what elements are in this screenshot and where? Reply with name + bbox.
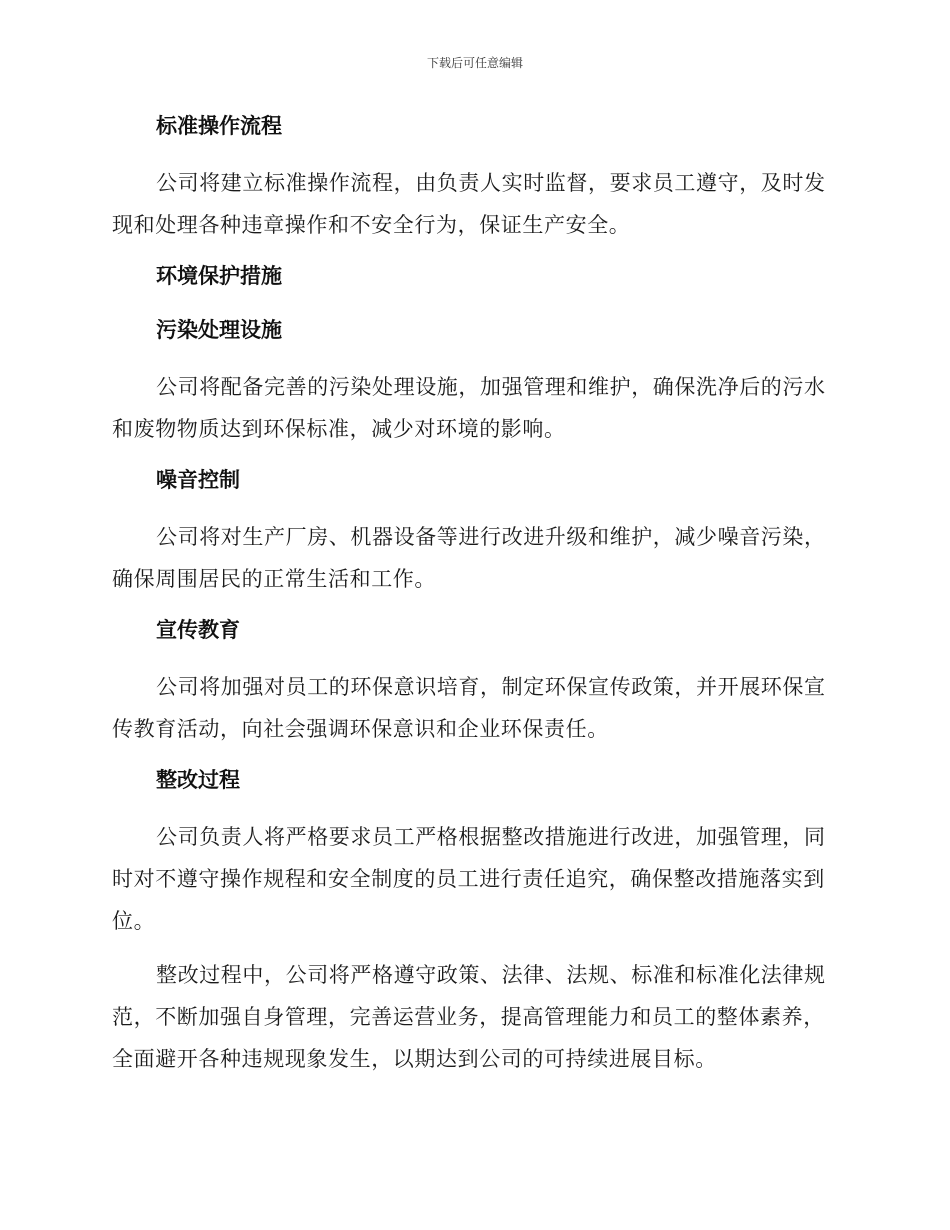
header-note: 下载后可任意编辑	[426, 56, 523, 70]
paragraph-sop: 公司将建立标准操作流程，由负责人实时监督，要求员工遵守，及时发现和处理各种违章操作和不安全行为，保证生产安全。	[112, 171, 826, 237]
paragraph-noise: 公司将对生产厂房、机器设备等进行改进升级和维护，减少噪音污染，确保周围居民的正常生活和工作。	[112, 525, 826, 591]
paragraph-pollution: 公司将配备完善的污染处理设施，加强管理和维护，确保洗净后的污水和废物物质达到环保标准，减少对环境的影响。	[112, 375, 826, 441]
paragraph-education: 公司将加强对员工的环保意识培育，制定环保宣传政策，并开展环保宣传教育活动，向社会强调环保意识和企业环保责任。	[112, 675, 826, 741]
section-heading-sop: 标准操作流程	[156, 114, 282, 138]
section-heading-rectification: 整改过程	[156, 768, 240, 792]
section-heading-noise: 噪音控制	[156, 468, 240, 492]
section-heading-pollution: 污染处理设施	[156, 318, 282, 342]
section-heading-environment: 环境保护措施	[156, 264, 282, 288]
paragraph-rectification-1: 公司负责人将严格要求员工严格根据整改措施进行改进，加强管理，同时对不遵守操作规程和安全制度的员工进行责任追究，确保整改措施落实到位。	[112, 825, 826, 933]
paragraph-rectification-2: 整改过程中，公司将严格遵守政策、法律、法规、标准和标准化法律规范，不断加强自身管理，完善运营业务，提高管理能力和员工的整体素养，全面避开各种违规现象发生，以期达到公司的可持续进展目标。	[112, 963, 826, 1071]
section-heading-education: 宣传教育	[156, 618, 240, 642]
document-body	[112, 108, 832, 1080]
